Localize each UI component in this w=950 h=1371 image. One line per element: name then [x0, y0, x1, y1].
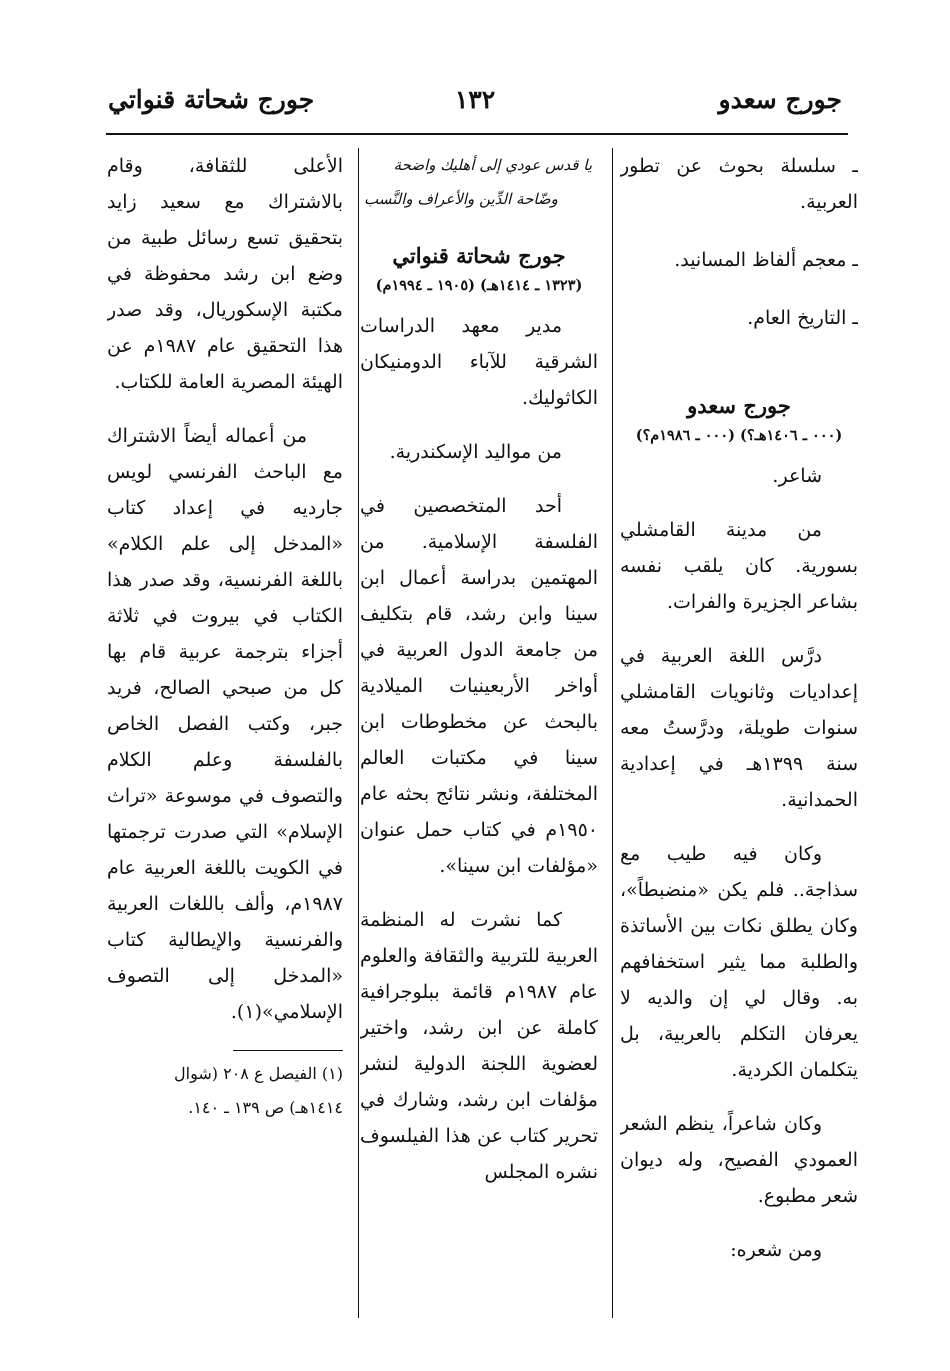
paragraph: وكان فيه طيب مع سذاجة.. فلم يكن «منضبطاً»، وكان يطلق نكات بين الأساتذة والطلبة مما يثير استخفافهم به. وقال لي إن والديه لا يعرفان التكلم بالعربية، بل يتكلمان الكردية.: [620, 843, 858, 1081]
bio-dates-qanawati: (١٣٢٣ ـ ١٤١٤هـ) (١٩٠٥ ـ ١٩٩٤م): [375, 277, 583, 294]
paragraph: كما نشرت له المنظمة العربية للتربية والثقافة والعلوم عام ١٩٨٧م قائمة ببلوجرافية كاملة عن ابن رشد، واختير لعضوية اللجنة الدولية لنشر مؤلفات ابن رشد، وشارك في تحرير كتاب عن هذا الفيلسوف نشره المجلس: [360, 909, 598, 1183]
list-item: ـ التاريخ العام.: [747, 307, 858, 329]
paragraph: من مدينة القامشلي بسورية. كان يلقب نفسه بشاعر الجزيرة والفرات.: [620, 519, 858, 613]
verse-line: وضّاحة الدِّين والأعراف والنَّسب: [364, 190, 558, 208]
column-divider-right: [612, 148, 613, 1318]
paragraph: من أعماله أيضاً الاشتراك مع الباحث الفرنسي لويس جارديه في إعداد كتاب «المدخل إلى علم الكلام» باللغة الفرنسية، وقد صدر هذا الكتاب في بيروت في ثلاثة أجزاء بترجمة عربية قام بها كل من صبحي الصالح، فريد جبر، وكتب الفصل الخاص بالفلسفة وعلم الكلام والتصوف في موسوعة «تراث الإسلام» التي صدرت ترجمتها في الكويت باللغة العربية عام ١٩٨٧م، وألف باللغات العربية والفرنسية والإيطالية كتاب «المدخل إلى التصوف الإسلامي»(١).: [107, 425, 343, 1023]
footnote-line: ١٤١٤هـ) ص ١٣٩ ـ ١٤٠.: [188, 1098, 343, 1117]
paragraph: أحد المتخصصين في الفلسفة الإسلامية. من المهتمين بدراسة أعمال ابن سينا وابن رشد، قام بتكليف من جامعة الدول العربية في أواخر الأربعينيات الميلادية بالبحث عن مخطوطات ابن سينا في مكتبات العالم المختلفة، ونشر نتائج بحثه عام ١٩٥٠م في كتاب حمل عنوان «مؤلفات ابن سينا».: [360, 495, 598, 877]
bio-name-saado: جورج سعدو: [687, 393, 791, 418]
footnote-rule: [233, 1050, 343, 1051]
paragraph: شاعر.: [772, 465, 822, 487]
verse-line: يا قدس عودي إلى أهليك واضحة: [393, 156, 592, 174]
bio-name-qanawati: جورج شحاتة قنواتي: [392, 243, 566, 268]
header-rule: [106, 133, 848, 135]
spacer: [620, 358, 858, 384]
header-right-name: جورج سعدو: [718, 85, 842, 114]
paragraph: مدير معهد الدراسات الشرقية للآباء الدومنيكان الكاثوليك.: [360, 315, 598, 409]
column-divider-left: [358, 148, 359, 1318]
page-number: ١٣٢: [454, 85, 496, 114]
right-column: [620, 148, 858, 1318]
paragraph: من مواليد الإسكندرية.: [389, 441, 562, 463]
left-column: [107, 148, 343, 1318]
middle-column: [360, 148, 598, 1318]
bio-dates-saado: (٠٠٠ ـ ١٤٠٦هـ؟) (٠٠٠ ـ ١٩٨٦م؟): [635, 427, 843, 444]
paragraph: الأعلى للثقافة، وقام بالاشتراك مع سعيد زايد بتحقيق تسع رسائل طبية من وضع ابن رشد محفوظة في مكتبة الإسكوريال، وقد صدر هذا التحقيق عام ١٩٨٧م عن الهيئة المصرية العامة للكتاب.: [107, 155, 343, 393]
paragraph: ومن شعره:: [730, 1239, 822, 1261]
list-item: ـ معجم ألفاظ المسانيد.: [674, 249, 858, 271]
footnote-line: (١) الفيصل ع ٢٠٨ (شوال: [174, 1064, 343, 1083]
paragraph: وكان شاعراً، ينظم الشعر العمودي الفصيح، وله ديوان شعر مطبوع.: [620, 1113, 858, 1207]
list-item: ـ سلسلة بحوث عن تطور العربية.: [620, 155, 858, 213]
header-left-name: جورج شحاتة قنواتي: [108, 85, 315, 114]
paragraph: درَّس اللغة العربية في إعداديات وثانويات القامشلي سنوات طويلة، ودرَّستُ معه سنة ١٣٩٩هـ في إعدادية الحمدانية.: [620, 645, 858, 811]
